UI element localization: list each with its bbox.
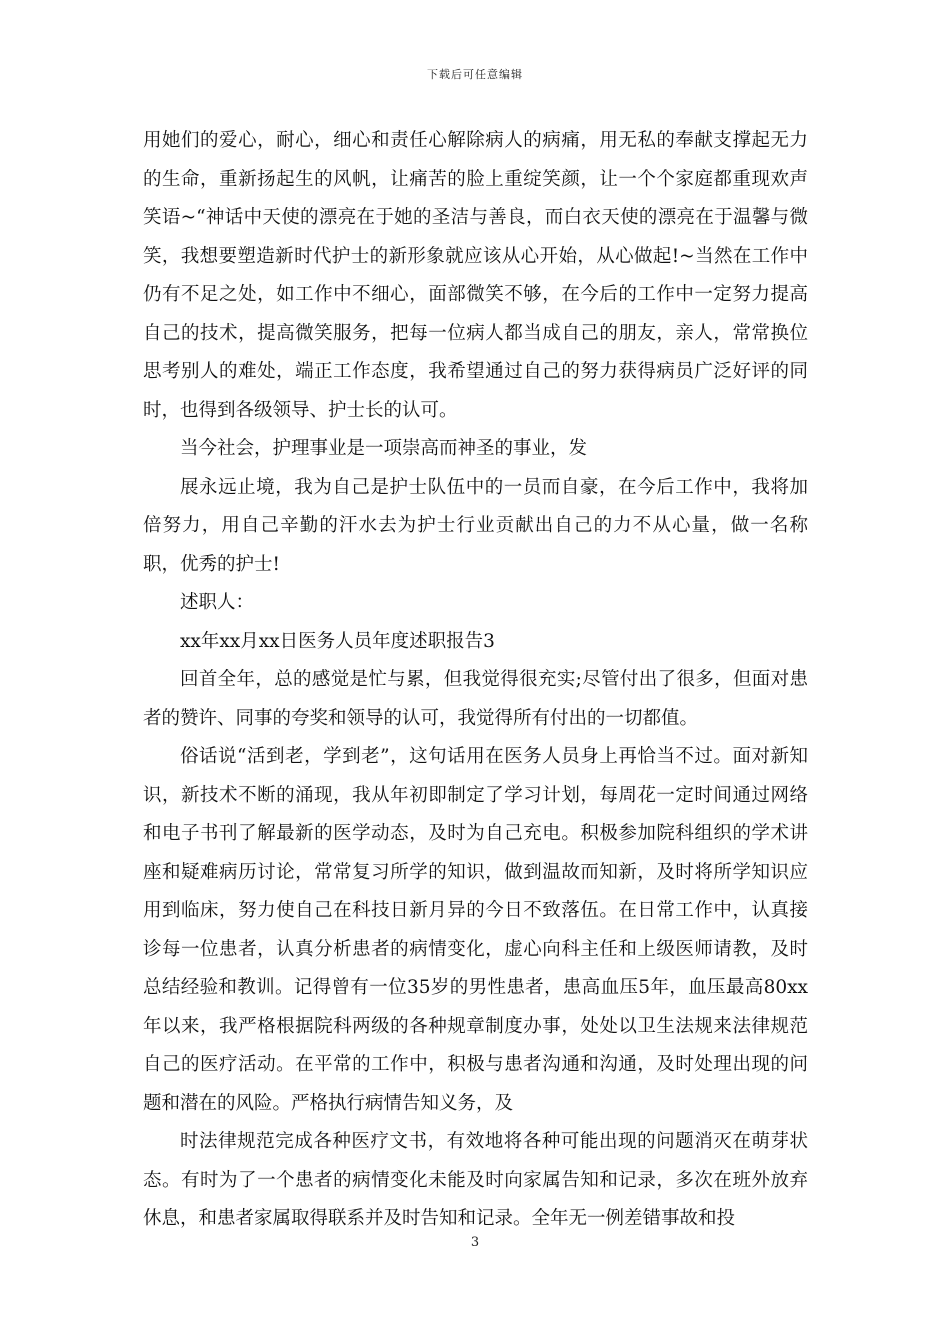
report-date-title: xx年xx月xx日医务人员年度述职报告3 — [180, 630, 495, 652]
paragraph-year-review: 回首全年，总的感觉是忙与累，但我觉得很充实;尽管付出了很多，但面对患者的赞许、同事的夸奖和领导的认可，我觉得所有付出的一切都值。 — [143, 669, 808, 729]
paragraph-documentation: 时法律规范完成各种医疗文书，有效地将各种可能出现的问题消灭在萌芽状态。有时为了一个患者的病情变化未能及时向家属告知和记录，多次在班外放弃休息，和患者家属取得联系并及时告知和记录。全年无一例差错事故和投 — [143, 1131, 808, 1229]
paragraph-nursing-career-continued: 展永远止境，我为自己是护士队伍中的一员而自豪，在今后工作中，我将加倍努力，用自己辛勤的汗水去为护士行业贡献出自己的力不从心量，做一名称职，优秀的护士! — [143, 476, 808, 575]
paragraph-continued: 用她们的爱心，耐心，细心和责任心解除病人的病痛，用无私的奉献支撑起无力的生命，重新扬起生的风帆，让痛苦的脸上重绽笑颜，让一个个家庭都重现欢声笑语~“神话中天使的漂亮在于她的圣洁与善良，而白衣天使的漂亮在于温馨与微笑，我想要塑造新时代护士的新形象就应该从心开始，从心做起!~当然在工作中仍有不足之处，如工作中不细心，面部微笑不够，在今后的工作中一定努力提高自己的技术，提高微笑服务，把每一位病人都当成自己的朋友，亲人，常常换位思考别人的难处，端正工作态度，我希望通过自己的努力获得病员广泛好评的同时，也得到各级领导、护士长的认可。 — [143, 130, 808, 421]
signature-label: 述职人： — [180, 592, 255, 613]
document-body — [143, 122, 808, 1239]
page-number: 3 — [470, 1235, 480, 1250]
paragraph-learning: 俗话说“活到老，学到老”，这句话用在医务人员身上再恰当不过。面对新知识，新技术不断的涌现，我从年初即制定了学习计划，每周花一定时间通过网络和电子书刊了解最新的医学动态，及时为自己充电。积极参加院科组织的学术讲座和疑难病历讨论，常常复习所学的知识，做到温故而知新，及时将所学知识应用到临床，努力使自己在科技日新月异的今日不致落伍。在日常工作中，认真接诊每一位患者，认真分析患者的病情变化，虚心向科主任和上级医师请教，及时总结经验和教训。记得曾有一位35岁的男性患者，患高血压5年，血压最高80xx年以来，我严格根据院科两级的各种规章制度办事，处处以卫生法规来法律规范自己的医疗活动。在平常的工作中，积极与患者沟通和沟通，及时处理出现的问题和潜在的风险。严格执行病情告知义务，及 — [143, 746, 808, 1114]
paragraph-nursing-career: 当今社会，护理事业是一项崇高而神圣的事业，发 — [180, 438, 588, 459]
page-header: 下载后可任意编辑 — [427, 68, 523, 81]
